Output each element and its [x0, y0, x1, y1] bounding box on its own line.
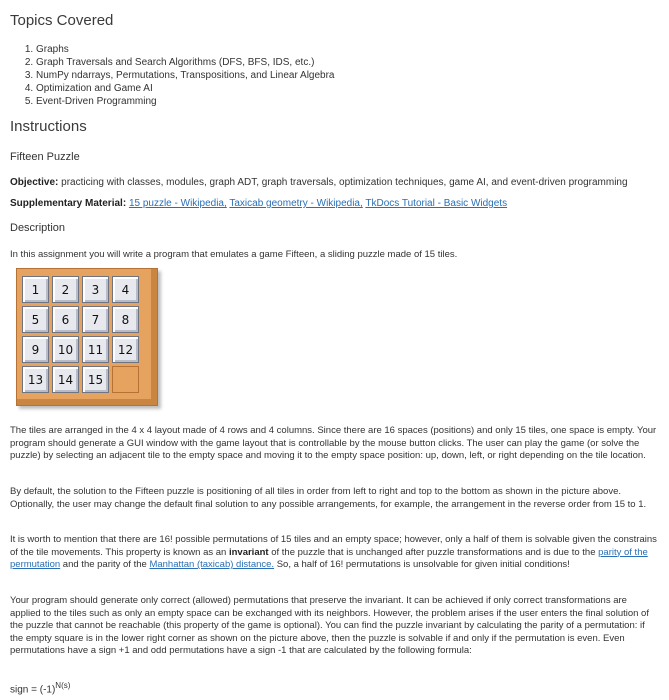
default-solution-paragraph: By default, the solution to the Fifteen puzzle is positioning of all tiles in order from left to right and top to the bottom as shown in the picture above. Optionally, the user may change the default final solution to any possible arrangements, for example, the arrangement in the reverse order from 15 to 1. [10, 486, 647, 510]
topic-item: 5. Event-Driven Programming [36, 95, 335, 108]
objective-line [10, 177, 628, 188]
invariant-paragraph [10, 534, 658, 572]
puzzle-empty-space [112, 366, 139, 393]
fifteen-puzzle-image [16, 268, 158, 406]
supplementary-label: Supplementary Material: [10, 198, 127, 209]
topic-item: 3. NumPy ndarrays, Permutations, Transpositions, and Linear Algebra [36, 69, 335, 82]
puzzle-tile: 5 [22, 306, 49, 333]
topic-item: 2. Graph Traversals and Search Algorithms (DFS, BFS, IDS, etc.) [36, 56, 335, 69]
link-tkdocs-tutorial[interactable]: TkDocs Tutorial - Basic Widgets [365, 198, 508, 209]
puzzle-tile: 2 [52, 276, 79, 303]
puzzle-tile: 13 [22, 366, 49, 393]
invariant-text-b: of the puzzle that is unchanged after puzzle transformations and is due to the [268, 546, 599, 558]
invariant-text-c: and the parity of the [60, 559, 150, 571]
link-taxicab-geometry-wikipedia[interactable]: Taxicab geometry - Wikipedia, [229, 198, 363, 209]
formula-exponent: N(s) [55, 681, 71, 690]
topic-item: 4. Optimization and Game AI [36, 82, 335, 95]
intro-paragraph: In this assignment you will write a program that emulates a game Fifteen, a sliding puzzle made of 15 tiles. [10, 249, 458, 260]
puzzle-tile: 11 [82, 336, 109, 363]
puzzle-tile: 6 [52, 306, 79, 333]
link-parity-of-permutation[interactable]: parity of the permutation [10, 546, 648, 571]
permutation-paragraph: Your program should generate only correct (allowed) permutations that preserve the invariant. It can be achieved if only correct transformations are applied to the tiles such as only an empty space can be exchanged with its neighbors. However, the problem arises if the user enters the final solution of the puzzle that cannot be reachable (this property of the game is optional). You can find the puzzle invariant by calculating the parity of a permutation: if the empty square is in the lower right corner as shown on the picture above, then the puzzle is solvable if and only if the permutation is even. Even permutations have a sign +1 and odd permutations have a sign -1 that are calculated by the following formula: [10, 595, 649, 657]
sign-formula [10, 681, 70, 695]
puzzle-tile: 1 [22, 276, 49, 303]
puzzle-tile: 8 [112, 306, 139, 333]
invariant-term: invariant [228, 546, 269, 558]
puzzle-tile: 4 [112, 276, 139, 303]
puzzle-tile: 12 [112, 336, 139, 363]
puzzle-tile: 3 [82, 276, 109, 303]
objective-label: Objective: [10, 177, 59, 188]
puzzle-tile: 7 [82, 306, 109, 333]
link-manhattan-distance[interactable]: Manhattan (taxicab) distance. [149, 559, 275, 571]
puzzle-tile: 10 [52, 336, 79, 363]
topics-list [10, 43, 335, 108]
invariant-text-d: So, a half of 16! permutations is unsolvable for given initial conditions! [274, 559, 570, 571]
instructions-heading: Instructions [10, 118, 87, 135]
assignment-title: Fifteen Puzzle [10, 151, 80, 163]
description-heading: Description [10, 222, 66, 234]
topic-item: 1. Graphs [36, 43, 335, 56]
objective-text: practicing with classes, modules, graph ADT, graph traversals, optimization techniques, game AI, and event-driven programming [61, 177, 628, 188]
supplementary-line [10, 198, 507, 209]
puzzle-tile: 15 [82, 366, 109, 393]
puzzle-tile: 14 [52, 366, 79, 393]
puzzle-tile: 9 [22, 336, 49, 363]
link-15-puzzle-wikipedia[interactable]: 15 puzzle - Wikipedia, [128, 198, 227, 209]
topics-heading: Topics Covered [10, 12, 114, 29]
invariant-text-a: It is worth to mention that there are 16! possible permutations of 15 tiles and an empty space; however, only a half of them is solvable given the constrains of the tile movements. This property is known as an [10, 534, 657, 558]
formula-base: sign = (-1) [10, 684, 56, 696]
layout-paragraph: The tiles are arranged in the 4 x 4 layout made of 4 rows and 4 columns. Since there are 16 spaces (positions) and only 15 tiles, one space is empty. Your program should generate a GUI window with the game layout that is controllable by the mouse button clicks. The user can play the game (or solve the puzzle) by selecting an adjacent tile to the empty space and moving it to the empty space position: up, down, left, or right depending on the tile location. [10, 425, 657, 462]
